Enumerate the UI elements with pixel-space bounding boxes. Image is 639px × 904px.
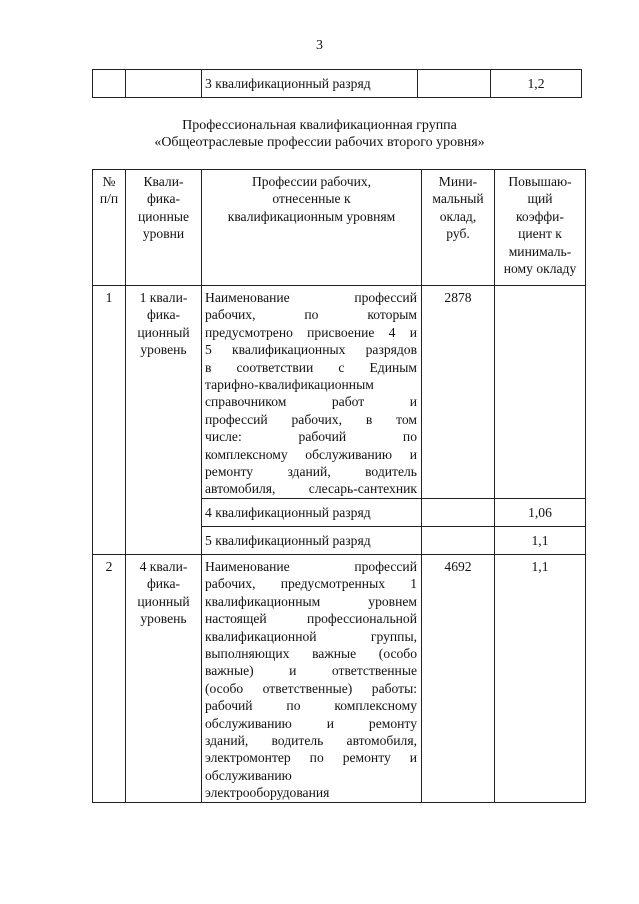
row-coef: 1,1 <box>495 554 586 802</box>
grade-label: 3 квалификационный разряд <box>202 70 418 98</box>
header-num: № п/п <box>93 170 126 286</box>
cell-empty <box>418 70 491 98</box>
row-description: Наименование профессий рабочих, по которым предусмотрено присвоение 4 и 5 квалификационных разрядов в соответствии с Единым тарифно-квалификационным справочником работ и профессий рабочих, в том числе: рабочий по комплексному обслуживанию и ремонту зданий, водитель автомобиля, слесарь-сантехник <box>202 286 422 499</box>
header-levels: Квали- фика- ционные уровни <box>126 170 202 286</box>
grade-coef: 1,06 <box>495 498 586 526</box>
row-salary: 4692 <box>422 554 495 802</box>
cell-empty <box>126 70 202 98</box>
table-row <box>93 554 586 802</box>
row-num: 1 <box>93 286 126 555</box>
qualification-table <box>92 169 586 803</box>
top-continuation-table <box>92 69 582 98</box>
cell-empty <box>422 526 495 554</box>
header-salary: Мини- мальный оклад, руб. <box>422 170 495 286</box>
grade-label: 5 квалификационный разряд <box>202 526 422 554</box>
grade-coef: 1,1 <box>495 526 586 554</box>
grade-label: 4 квалификационный разряд <box>202 498 422 526</box>
grade-coef: 1,2 <box>491 70 582 98</box>
row-num: 2 <box>93 554 126 802</box>
group-title-line: «Общеотраслевые профессии рабочих второго уровня» <box>154 135 485 150</box>
page-number: 3 <box>316 38 323 53</box>
row-level: 1 квали- фика- ционный уровень <box>126 286 202 555</box>
group-title-line: Профессиональная квалификационная группа <box>182 118 457 133</box>
row-coef <box>495 286 586 499</box>
header-professions: Профессии рабочих, отнесенные к квалификационным уровням <box>202 170 422 286</box>
table-header-row <box>93 170 586 286</box>
cell-empty <box>422 498 495 526</box>
table-row <box>93 286 586 499</box>
cell-empty <box>93 70 126 98</box>
header-coef: Повышаю- щий коэффи- циент к минималь- ному окладу <box>495 170 586 286</box>
row-description: Наименование профессий рабочих, предусмотренных 1 квалификационным уровнем настоящей профессиональной квалификационной группы, выполняющих важные (особо важные) и ответственные (особо ответственные) работы: рабочий по комплексному обслуживанию и ремонту зданий, водитель автомобиля, электромонтер по ремонту и обслуживанию электрооборудования <box>202 554 422 802</box>
table-row <box>93 70 582 98</box>
row-level: 4 квали- фика- ционный уровень <box>126 554 202 802</box>
row-salary: 2878 <box>422 286 495 499</box>
group-title <box>0 117 639 151</box>
